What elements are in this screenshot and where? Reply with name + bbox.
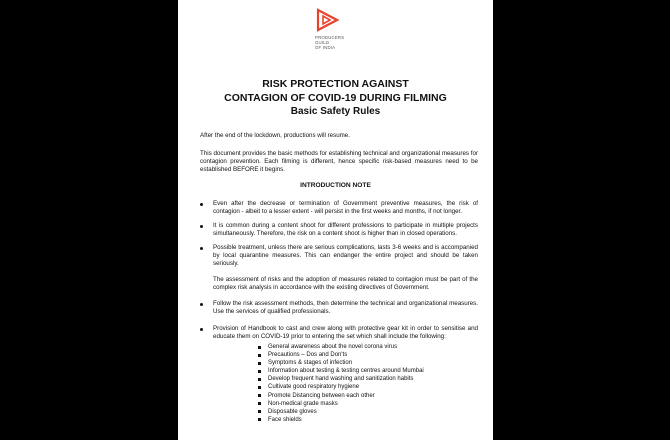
bullet-text: Possible treatment, unless there are serious complications, lasts 3-6 weeks and is accompanied by local quarantine measures. This can endanger the entire project and should be taken seriously.: [213, 244, 478, 268]
title-line-1: RISK PROTECTION AGAINST: [262, 78, 409, 90]
bullet-item: [200, 244, 478, 269]
kit-list-item: [258, 375, 458, 383]
kit-list-item: [258, 392, 458, 400]
square-bullet-icon: [258, 394, 261, 397]
logo-line-2: GUILD: [315, 40, 330, 45]
kit-item-text: Cultivate good respiratory hygiene: [268, 384, 360, 391]
bullet-item: [200, 200, 478, 216]
kit-item-text: Information about testing & testing centres around Mumbai: [268, 368, 424, 375]
kit-item-text: Symptoms & stages of infection: [268, 360, 353, 367]
intro-paragraph-2: This document provides the basic methods for establishing technical and organizational measures for contagion prevention. Each filming is different, hence specific risk-based measures need to be established BEFORE it begins.: [200, 150, 478, 174]
document-page: [178, 0, 493, 440]
producers-guild-logo: [315, 8, 355, 32]
kit-item-text: Develop frequent hand washing and sanitization habits: [268, 376, 414, 383]
kit-item-text: Disposable gloves: [268, 408, 317, 415]
bullet-dot-icon: [200, 225, 203, 228]
kit-list-item: [258, 367, 458, 375]
square-bullet-icon: [258, 402, 261, 405]
bullet-item: [200, 300, 478, 316]
square-bullet-icon: [258, 354, 261, 357]
square-bullet-icon: [258, 362, 261, 365]
kit-item-text: Promote Distancing between each other: [268, 392, 375, 399]
kit-item-text: Face shields: [268, 416, 302, 423]
logo-line-3: OF INDIA: [315, 45, 336, 50]
bullet-dot-icon: [200, 328, 203, 331]
bullet-text: Provision of Handbook to cast and crew along with protective gear kit in order to sensitise and educate them on COVID-19 prior to entering the set which shall include the following:: [213, 325, 478, 341]
title-line-2: CONTAGION OF COVID-19 DURING FILMING: [224, 92, 447, 104]
kit-list-item: [258, 343, 458, 351]
document-title: [178, 77, 493, 119]
square-bullet-icon: [258, 386, 261, 389]
kit-list-item: [258, 400, 458, 408]
section-heading: INTRODUCTION NOTE: [300, 182, 371, 189]
square-bullet-icon: [258, 410, 261, 413]
kit-list-item: [258, 351, 458, 359]
bullet-item: [200, 222, 478, 238]
kit-list-item: [258, 359, 458, 367]
square-bullet-icon: [258, 370, 261, 373]
square-bullet-icon: [258, 378, 261, 381]
square-bullet-icon: [258, 346, 261, 349]
logo-text: [315, 35, 344, 50]
kit-item-text: Non-medical grade masks: [268, 400, 338, 407]
intro-paragraph-1: After the end of the lockdown, productions will resume.: [200, 132, 350, 139]
risk-assessment-note: The assessment of risks and the adoption of measures related to contagion must be part of the complex risk analysis in accordance with the existing directives of Government.: [213, 276, 478, 292]
bullet-dot-icon: [200, 203, 203, 206]
square-bullet-icon: [258, 418, 261, 421]
kit-item-text: General awareness about the novel corona virus: [268, 344, 398, 350]
bullet-text: Follow the risk assessment methods, then determine the technical and organizational measures. Use the services of qualified professionals.: [213, 300, 478, 316]
kit-item-text: Precautions – Dos and Don'ts: [268, 352, 348, 359]
logo-line-1: PRODUCERS: [315, 35, 345, 40]
title-subtitle: Basic Safety Rules: [290, 106, 381, 117]
play-triangle-logo-icon: [315, 8, 339, 32]
bullet-text: It is common during a content shoot for different professions to participate in multiple projects simultaneously. Therefore, the risk on a content shoot is higher than in closed operations.: [213, 222, 478, 238]
kit-list-item: [258, 408, 458, 416]
kit-items-list: [258, 343, 458, 424]
bullet-item: [200, 325, 478, 341]
kit-list-item: [258, 383, 458, 391]
kit-list-item: [258, 416, 458, 424]
bullet-dot-icon: [200, 247, 203, 250]
bullet-dot-icon: [200, 303, 203, 306]
bullet-text: Even after the decrease or termination of Government preventive measures, the risk of contagion - albeit to a lesser extent - will persist in the first weeks and months, if not longer.: [213, 200, 478, 216]
